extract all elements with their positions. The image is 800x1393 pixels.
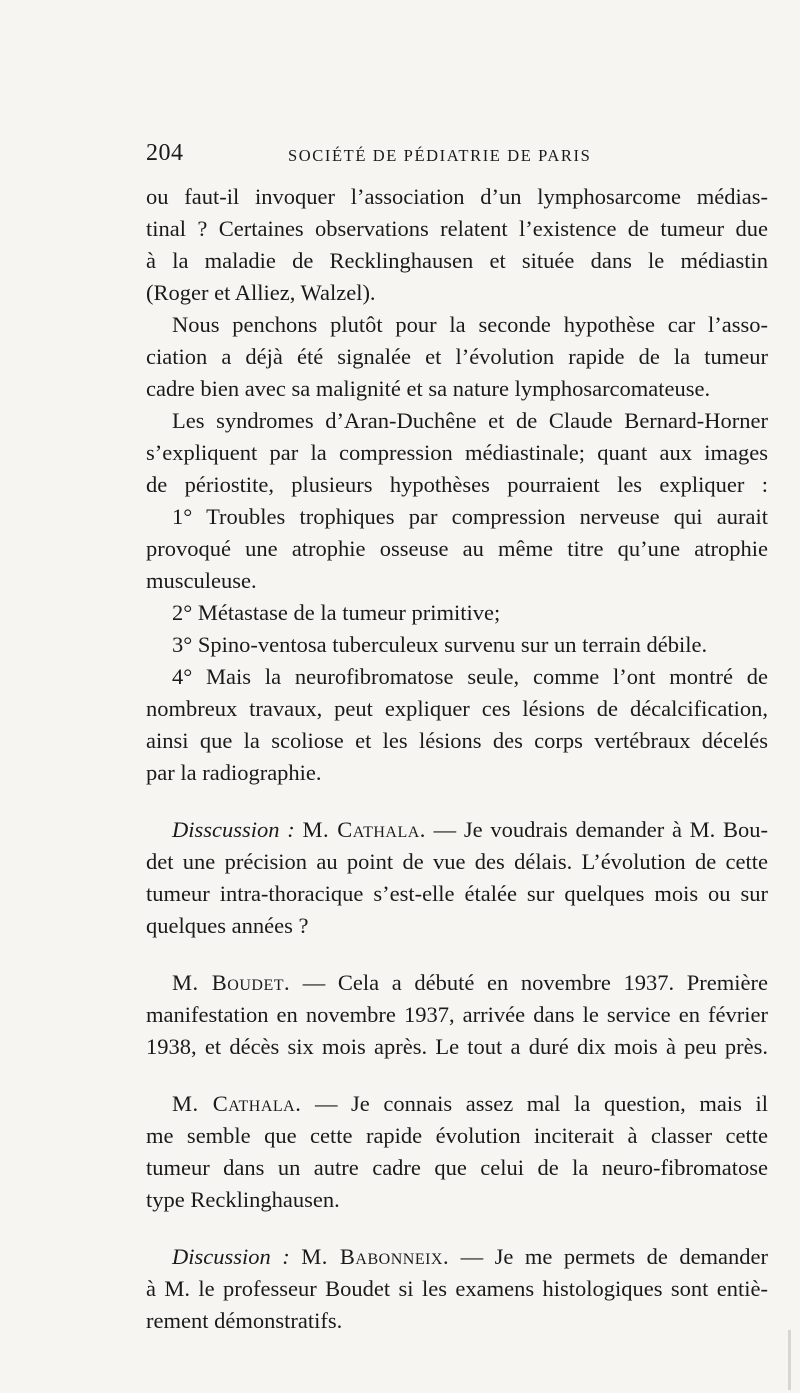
text-line: tumeur dans un autre cadre que celui de la neuro-fibromatose xyxy=(146,1155,768,1180)
text-line: 4° Mais la neurofibromatose seule, comme l’ont montré de xyxy=(172,664,768,689)
text-line: s’expliquent par la compression médiastinale; quant aux images xyxy=(146,440,768,465)
text-line: Nous penchons plutôt pour la seconde hypothèse car l’asso- xyxy=(172,312,768,337)
list-item xyxy=(146,661,768,789)
text-line: de périostite, plusieurs hypothèses pourraient les expliquer : xyxy=(146,472,768,497)
text-line: cadre bien avec sa malignité et sa nature lymphosarcomateuse. xyxy=(146,376,711,401)
text-line: nombreux travaux, peut expliquer ces lésions de décalcification, xyxy=(146,696,768,721)
paragraph xyxy=(146,405,768,501)
text-line: ainsi que la scoliose et les lésions des corps vertébraux décelés xyxy=(146,728,768,753)
section-gap xyxy=(146,1216,768,1241)
paragraph xyxy=(146,309,768,405)
speaker-name: M. Boudet. xyxy=(172,970,291,995)
paragraph xyxy=(146,181,768,309)
discussion-label: Disscussion : xyxy=(172,817,295,842)
text-line: (Roger et Alliez, Walzel). xyxy=(146,280,376,305)
text-line: ciation a déjà été signalée et l’évolution rapide de la tumeur xyxy=(146,344,768,369)
text-line: provoqué une atrophie osseuse au même titre qu’une atrophie xyxy=(146,536,768,561)
discussion-block xyxy=(146,1088,768,1216)
text-line xyxy=(146,814,768,846)
speaker-name: M. Babonneix. xyxy=(301,1244,450,1269)
page-edge-shadow xyxy=(788,1330,791,1390)
text-segment: — Je me permets de demander xyxy=(449,1244,769,1269)
text-line: par la radiographie. xyxy=(146,760,322,785)
running-title: SOCIÉTÉ DE PÉDIATRIE DE PARIS xyxy=(288,146,592,165)
text-line: type Recklinghausen. xyxy=(146,1187,340,1212)
discussion-block xyxy=(146,1241,768,1337)
text-line: rement démonstratifs. xyxy=(146,1308,343,1333)
text-line: manifestation en novembre 1937, arrivée dans le service en février xyxy=(146,1002,768,1027)
text-line: à M. le professeur Boudet si les examens histologiques sont entiè- xyxy=(146,1276,768,1301)
page-number: 204 xyxy=(146,140,184,166)
section-gap xyxy=(146,789,768,814)
text-line xyxy=(146,1241,768,1273)
text-line: me semble que cette rapide évolution inciterait à classer cette xyxy=(146,1123,768,1148)
text-line: à la maladie de Recklinghausen et située dans le médiastin xyxy=(146,248,768,273)
text-line xyxy=(146,1088,768,1120)
discussion-label: Discussion : xyxy=(172,1244,290,1269)
list-item xyxy=(146,501,768,597)
page-body xyxy=(146,181,768,1337)
text-line: 2° Métastase de la tumeur primitive; xyxy=(172,600,501,625)
discussion-block xyxy=(146,967,768,1063)
text-line: det une précision au point de vue des délais. L’évolution de cette xyxy=(146,849,768,874)
speaker-name: M. Cathala. xyxy=(302,817,426,842)
text-line: musculeuse. xyxy=(146,568,257,593)
text-line: Les syndromes d’Aran-Duchêne et de Claude Bernard-Horner xyxy=(172,408,768,433)
speaker-name: M. Cathala. xyxy=(172,1091,302,1116)
text-line: ou faut-il invoquer l’association d’un lymphosarcome médias- xyxy=(146,184,768,209)
text-segment: — Cela a débuté en novembre 1937. Première xyxy=(290,970,768,995)
discussion-block xyxy=(146,814,768,942)
list-item xyxy=(146,597,768,629)
text-segment: — Je voudrais demander à M. Bou- xyxy=(425,817,768,842)
text-line: 1° Troubles trophiques par compression nerveuse qui aurait xyxy=(172,504,768,529)
section-gap xyxy=(146,942,768,967)
text-segment: — Je connais assez mal la question, mais il xyxy=(301,1091,768,1116)
section-gap xyxy=(146,1063,768,1088)
text-line: 3° Spino-ventosa tuberculeux survenu sur un terrain débile. xyxy=(172,632,708,657)
text-line: 1938, et décès six mois après. Le tout a duré dix mois à peu près. xyxy=(146,1034,768,1059)
text-line: quelques années ? xyxy=(146,913,309,938)
text-line: tumeur intra-thoracique s’est-elle étalée sur quelques mois ou sur xyxy=(146,881,768,906)
list-item xyxy=(146,629,768,661)
text-line xyxy=(146,967,768,999)
text-line: tinal ? Certaines observations relatent l’existence de tumeur due xyxy=(146,216,768,241)
page-header xyxy=(146,140,770,170)
